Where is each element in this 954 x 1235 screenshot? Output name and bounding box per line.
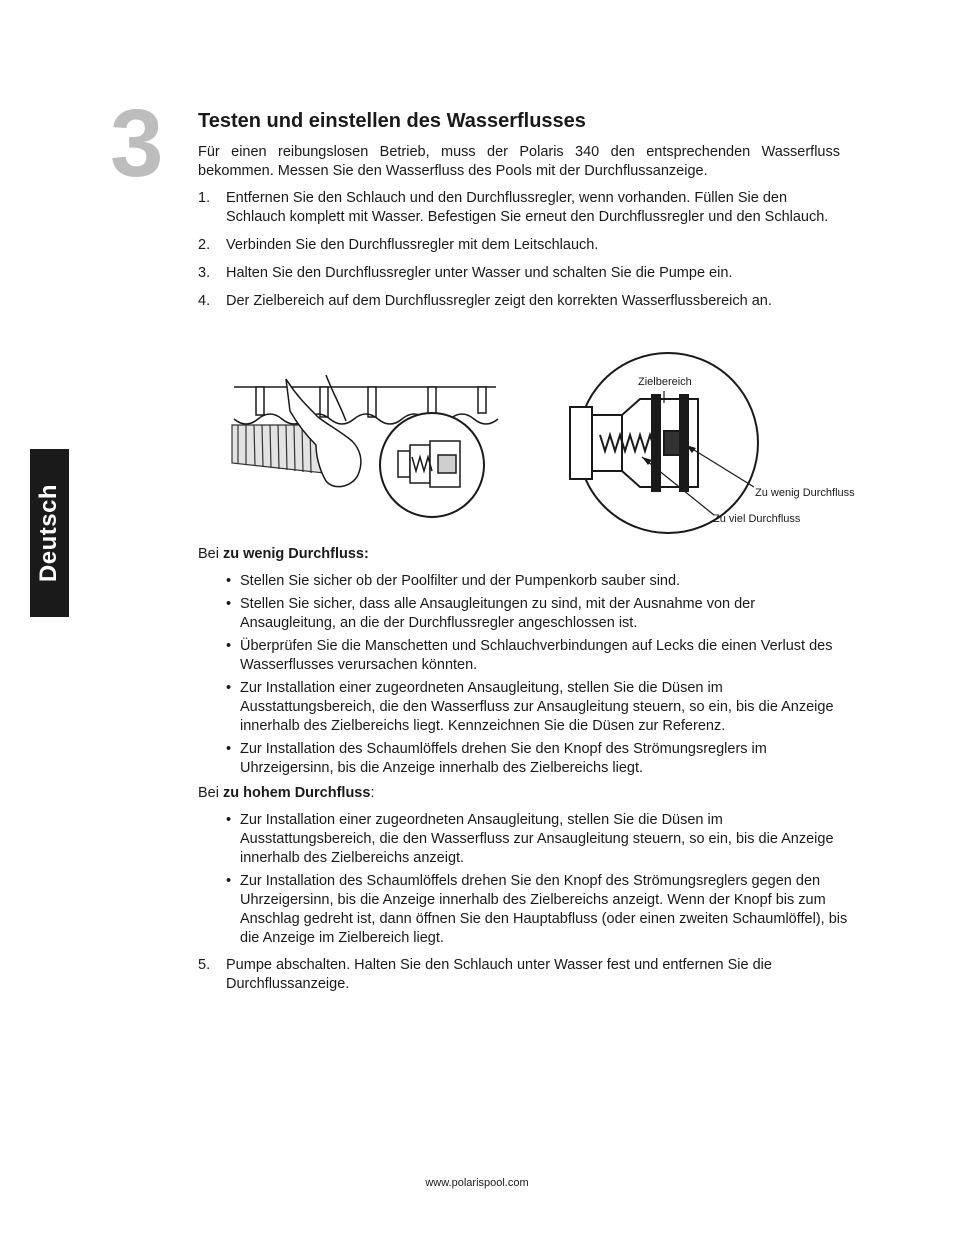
step-number-label: 3. bbox=[198, 265, 211, 281]
step-text: Pumpe abschalten. Halten Sie den Schlauch unter Wasser fest und entfernen Sie die Durchflussanzeige. bbox=[226, 957, 772, 992]
low-flow-bold: zu wenig Durchfluss: bbox=[223, 546, 369, 562]
flow-regulator-figure bbox=[228, 345, 878, 535]
list-item: • Stellen Sie sicher ob der Poolfilter und der Pumpenkorb sauber sind. bbox=[226, 572, 848, 591]
step-text: Halten Sie den Durchflussregler unter Wasser und schalten Sie die Pumpe ein. bbox=[226, 265, 733, 281]
step-item bbox=[198, 189, 838, 227]
high-flow-suffix: : bbox=[370, 785, 375, 801]
low-flow-heading bbox=[198, 545, 848, 564]
footer-url: www.polarispool.com bbox=[425, 1177, 529, 1189]
step-item bbox=[198, 956, 838, 994]
label-low-flow: Zu wenig Durchfluss bbox=[755, 487, 855, 499]
list-item: • Zur Installation einer zugeordneten Ansaugleitung, stellen Sie die Düsen im Ausstattungsbereich, die den Wasserfluss zur Ansaugleitung steuern, so ein, bis die Anzeige innerhalb des Zielbereichs liegt. Kennzeichnen Sie die Düsen zur Referenz. bbox=[226, 679, 848, 736]
list-item: • Zur Installation einer zugeordneten Ansaugleitung, stellen Sie die Düsen im Ausstattungsbereich, die den Wasserfluss zur Ansaugleitung steuern, so ein, bis die Anzeige innerhalb des Zielbereichs anzeigt. bbox=[226, 811, 848, 868]
label-target-range: Zielbereich bbox=[638, 376, 692, 388]
step-number-label: 1. bbox=[198, 190, 211, 206]
list-item: • Überprüfen Sie die Manschetten und Schlauchverbindungen auf Lecks die einen Verlust des Wasserflusses verursachen könnten. bbox=[226, 637, 848, 675]
language-tab-label: Deutsch bbox=[35, 483, 63, 583]
label-high-flow: Zu viel Durchfluss bbox=[713, 513, 801, 525]
step-text: Entfernen Sie den Schlauch und den Durchflussregler, wenn vorhanden. Füllen Sie den Schlauch komplett mit Wasser. Befestigen Sie erneut den Durchflussregler und den Schlauch. bbox=[226, 190, 829, 225]
section-heading: Testen und einstellen des Wasserflusses bbox=[198, 110, 586, 132]
list-item: • Zur Installation des Schaumlöffels drehen Sie den Knopf des Strömungsreglers im Uhrzeigersinn, bis die Anzeige innerhalb des Zielbereichs liegt. bbox=[226, 740, 848, 778]
high-flow-section bbox=[198, 784, 848, 952]
language-tab bbox=[30, 449, 69, 617]
step-number-label: 4. bbox=[198, 293, 211, 309]
list-item: • Stellen Sie sicher, dass alle Ansaugleitungen zu sind, mit der Ausnahme von der Ansaugleitung, an die der Durchflussregler angeschlossen ist. bbox=[226, 595, 848, 633]
step-item bbox=[198, 292, 838, 311]
step-five bbox=[198, 956, 838, 1003]
list-item: • Zur Installation des Schaumlöffels drehen Sie den Knopf des Strömungsreglers gegen den Uhrzeigersinn, bis die Anzeige innerhalb des Zielbereichs anzeigt. Wenn der Knopf bis zum Anschlag gedreht ist, dann öffnen Sie den Hauptabfluss (oder einen zweiten Schaumlöffel), bis die Anzeige im Zielbereich liegt. bbox=[226, 872, 848, 948]
high-flow-bold: zu hohem Durchfluss bbox=[223, 785, 371, 801]
low-flow-prefix: Bei bbox=[198, 546, 223, 562]
step-item bbox=[198, 264, 838, 283]
high-flow-bullets bbox=[226, 811, 848, 948]
high-flow-heading bbox=[198, 784, 848, 803]
low-flow-section bbox=[198, 545, 848, 782]
step-number-label: 5. bbox=[198, 957, 211, 973]
step-item bbox=[198, 236, 838, 255]
step-text: Verbinden Sie den Durchflussregler mit dem Leitschlauch. bbox=[226, 237, 599, 253]
flow-regulator-illustration bbox=[228, 345, 878, 535]
intro-paragraph: Für einen reibungslosen Betrieb, muss der Polaris 340 den entsprechenden Wasserfluss bekommen. Messen Sie den Wasserfluss des Pools mit der Durchflussanzeige. bbox=[198, 144, 840, 179]
step-text: Der Zielbereich auf dem Durchflussregler zeigt den korrekten Wasserflussbereich an. bbox=[226, 293, 772, 309]
high-flow-prefix: Bei bbox=[198, 785, 223, 801]
step-number-label: 2. bbox=[198, 237, 211, 253]
steps-list bbox=[198, 189, 838, 320]
step-number: 3 bbox=[110, 90, 164, 197]
low-flow-bullets bbox=[226, 572, 848, 778]
